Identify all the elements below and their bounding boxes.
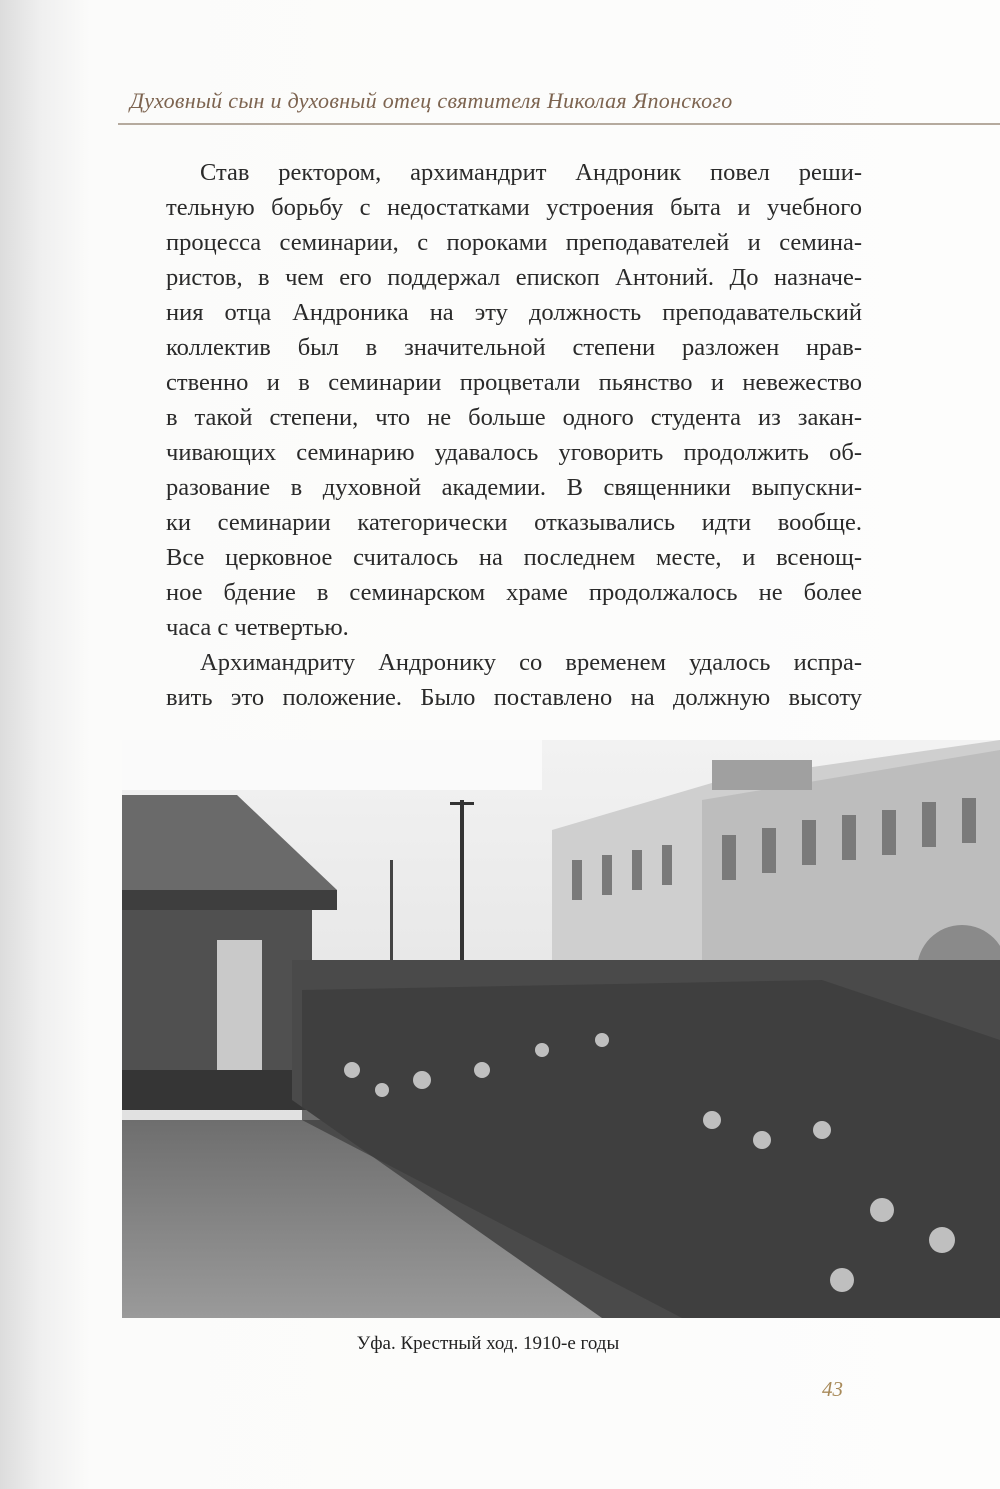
text-line: ственно и в семинарии процветали пьянство и невежество: [166, 369, 862, 396]
text-line: Все церковное считалось на последнем месте, и всенощ-: [166, 544, 862, 571]
text-line: тельную борьбу с недостатками устроения быта и учебного: [166, 194, 862, 221]
body-text: [166, 155, 862, 715]
text-line: ристов, в чем его поддержал епископ Антоний. До назначе-: [166, 264, 862, 291]
text-line: ния отца Андроника на эту должность преподавательский: [166, 299, 862, 326]
text-line: чивающих семинарию удавалось уговорить продолжить об-: [166, 439, 862, 466]
text-line: Архимандриту Андронику со временем удалось испра-: [200, 649, 862, 676]
figure-caption: [0, 1333, 1000, 1355]
text-line: в такой степени, что не больше одного студента из закан-: [166, 404, 862, 431]
page-number: 43: [822, 1377, 843, 1401]
text-line: ки семинарии категорически отказывались идти вообще.: [166, 509, 862, 536]
text-line: процесса семинарии, с пороками преподавателей и семина-: [166, 229, 862, 256]
text-line: Став ректором, архимандрит Андроник повел реши-: [200, 159, 862, 186]
text-line: ное бдение в семинарском храме продолжалось не более: [166, 579, 862, 606]
text-line: разование в духовной академии. В священники выпускни-: [166, 474, 862, 501]
header-rule: [118, 123, 1000, 125]
running-header: Духовный сын и духовный отец святителя Николая Японского: [130, 88, 733, 113]
text-line: часа с четвертью.: [166, 614, 349, 641]
text-line: коллектив был в значительной степени разложен нрав-: [166, 334, 862, 361]
text-line: вить это положение. Было поставлено на должную высоту: [166, 684, 862, 711]
caption-text: Уфа. Крестный ход. 1910-е годы: [356, 1333, 620, 1354]
photo-procession: [122, 740, 1000, 1318]
